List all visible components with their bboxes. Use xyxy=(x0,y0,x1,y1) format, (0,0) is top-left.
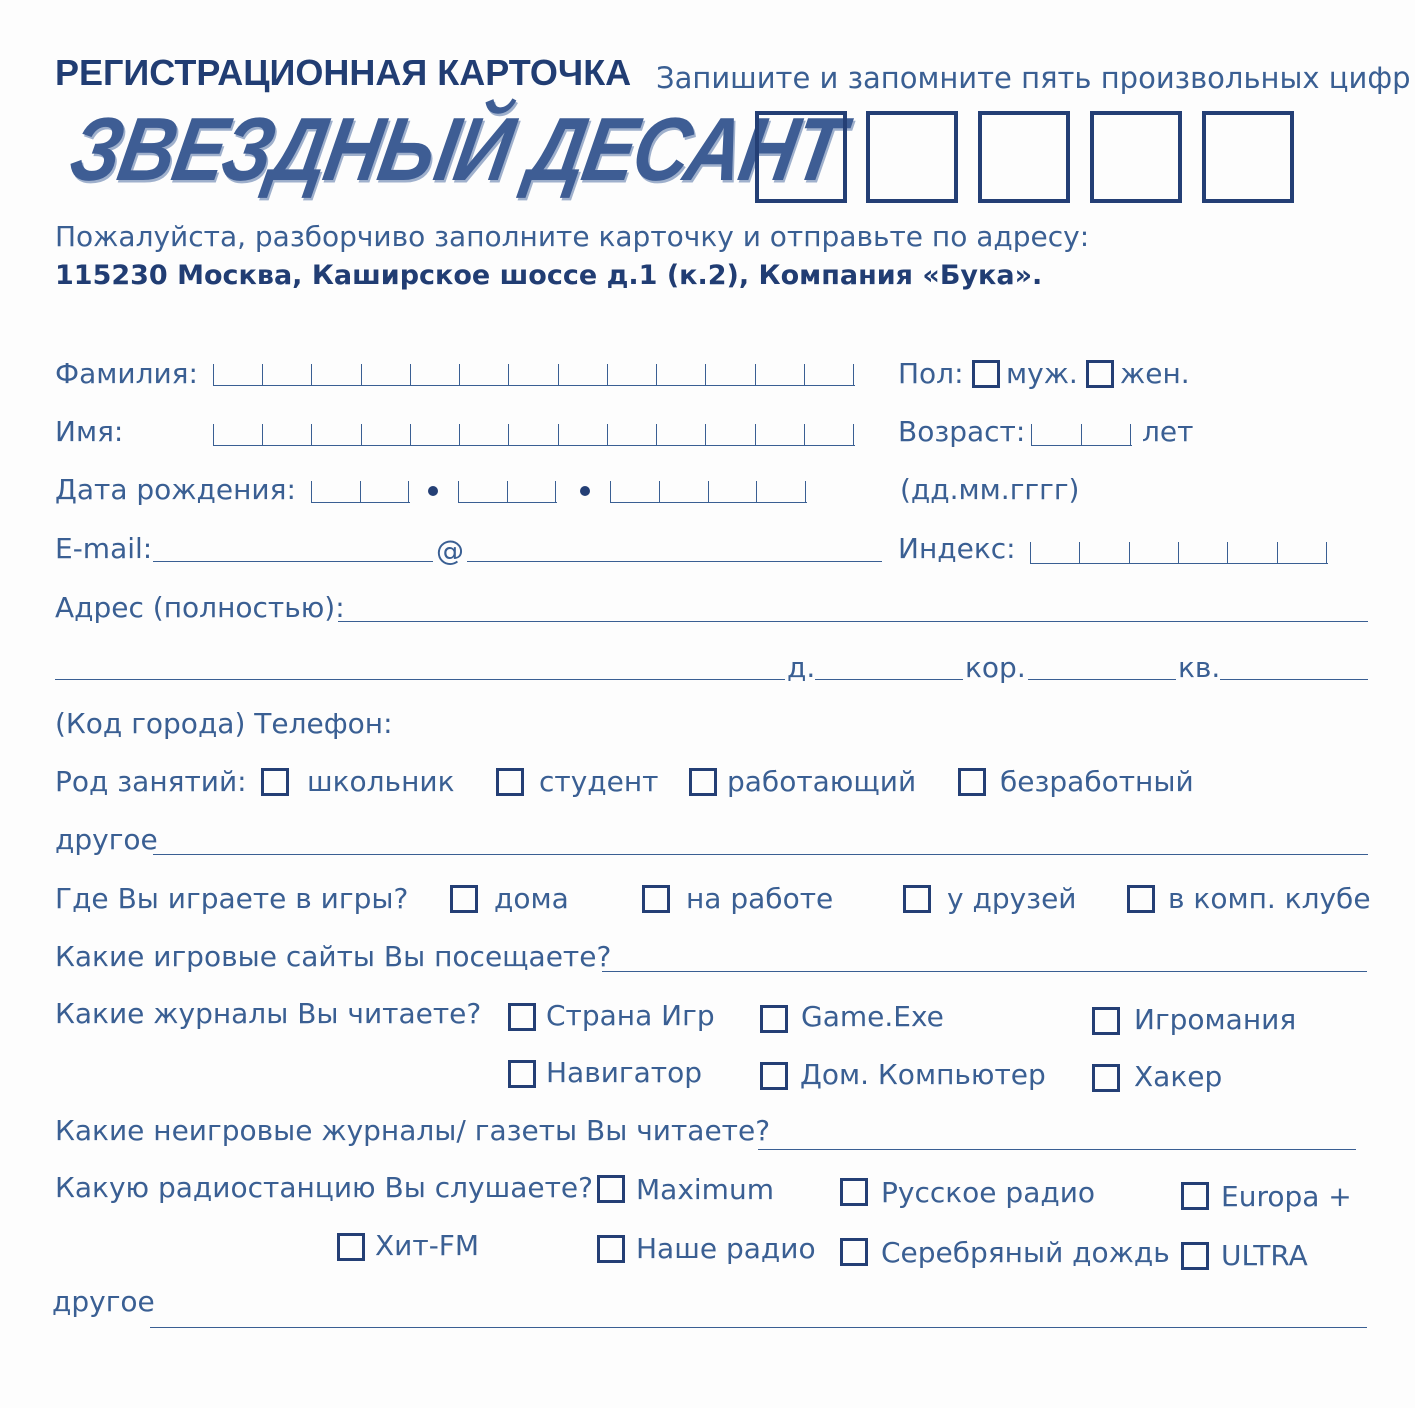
comb-divider xyxy=(262,424,263,446)
radio-ultra-checkbox[interactable] xyxy=(1181,1242,1209,1270)
occupation-option: безработный xyxy=(1000,765,1194,798)
email-label: E-mail: xyxy=(55,532,153,565)
comb-divider xyxy=(705,364,706,386)
comb-divider xyxy=(458,481,459,503)
comb-divider xyxy=(705,424,706,446)
gender-male-label: муж. xyxy=(1006,357,1078,390)
date-format-hint: (дд.мм.гггг) xyxy=(900,473,1080,506)
house-input[interactable] xyxy=(815,679,963,680)
email-user-input[interactable] xyxy=(153,561,433,562)
play-option: дома xyxy=(494,882,569,915)
comb-divider xyxy=(408,481,409,503)
occupation-option: студент xyxy=(539,765,659,798)
play-option: на работе xyxy=(686,882,834,915)
comb-divider xyxy=(360,481,361,503)
comb-divider xyxy=(1130,424,1131,446)
birth-month-input[interactable] xyxy=(458,481,557,503)
comb-divider xyxy=(1081,424,1082,446)
gender-female-checkbox[interactable] xyxy=(1086,360,1114,388)
address-label: Адрес (полностью): xyxy=(55,591,345,624)
magazine-igromania-checkbox[interactable] xyxy=(1092,1007,1120,1035)
occupation-student-checkbox[interactable] xyxy=(496,768,524,796)
radio-option: Серебряный дождь xyxy=(881,1236,1170,1269)
comb-divider xyxy=(459,364,460,386)
birthdate-label: Дата рождения: xyxy=(55,473,296,506)
postcode-input[interactable] xyxy=(1030,542,1328,564)
gender-label: Пол: xyxy=(898,357,964,390)
building-input[interactable] xyxy=(1028,679,1176,680)
occupation-other-label: другое xyxy=(55,823,158,856)
flat-input[interactable] xyxy=(1220,679,1368,680)
email-domain-input[interactable] xyxy=(467,561,882,562)
radio-option: ULTRA xyxy=(1221,1239,1308,1272)
radio-nashe-checkbox[interactable] xyxy=(597,1235,625,1263)
mailing-address: 115230 Москва, Каширское шоссе д.1 (к.2), Компания «Бука». xyxy=(55,260,1043,291)
radio-russkoe-checkbox[interactable] xyxy=(840,1178,868,1206)
play-home-checkbox[interactable] xyxy=(450,885,478,913)
magazine-game-exe-checkbox[interactable] xyxy=(760,1005,788,1033)
phone-label: (Код города) Телефон: xyxy=(55,707,393,740)
magazine-haker-checkbox[interactable] xyxy=(1092,1064,1120,1092)
comb-divider xyxy=(1277,542,1278,564)
comb-divider xyxy=(756,481,757,503)
comb-divider xyxy=(508,364,509,386)
radio-option: Хит-FM xyxy=(375,1229,480,1262)
gender-male-checkbox[interactable] xyxy=(972,360,1000,388)
comb-divider xyxy=(853,364,854,386)
occupation-option: школьник xyxy=(307,765,455,798)
digit-box-1[interactable] xyxy=(755,111,847,203)
comb-divider xyxy=(610,481,611,503)
magazine-option: Страна Игр xyxy=(546,999,715,1032)
comb-divider xyxy=(804,424,805,446)
name-input[interactable] xyxy=(213,424,855,446)
comb-divider xyxy=(311,481,312,503)
sites-label: Какие игровые сайты Вы посещаете? xyxy=(55,940,612,973)
house-label: д. xyxy=(787,651,816,684)
game-logo: ЗВЕЗДНЫЙ ДЕСАНТ xyxy=(63,98,851,200)
magazine-strana-igr-checkbox[interactable] xyxy=(508,1003,536,1031)
magazine-option: Game.Exe xyxy=(801,1000,944,1033)
comb-divider xyxy=(656,424,657,446)
comb-divider xyxy=(555,481,556,503)
age-input[interactable] xyxy=(1031,424,1132,446)
postcode-label: Индекс: xyxy=(898,532,1016,565)
instruction-text: Пожалуйста, разборчиво заполните карточку и отправьте по адресу: xyxy=(55,220,1090,253)
play-friends-checkbox[interactable] xyxy=(903,885,931,913)
magazine-navigator-checkbox[interactable] xyxy=(508,1060,536,1088)
comb-divider xyxy=(1129,542,1130,564)
occupation-schoolboy-checkbox[interactable] xyxy=(261,768,289,796)
play-option: у друзей xyxy=(947,882,1077,915)
digit-box-4[interactable] xyxy=(1090,111,1182,203)
birth-year-input[interactable] xyxy=(610,481,807,503)
date-separator-dot xyxy=(580,486,590,496)
comb-divider xyxy=(311,364,312,386)
play-option: в комп. клубе xyxy=(1168,882,1371,915)
surname-input[interactable] xyxy=(213,364,855,386)
comb-divider xyxy=(755,424,756,446)
occupation-option: работающий xyxy=(727,765,917,798)
radio-other-input[interactable] xyxy=(150,1327,1367,1328)
flat-label: кв. xyxy=(1178,651,1221,684)
occupation-label: Род занятий: xyxy=(55,765,247,798)
radio-label: Какую радиостанцию Вы слушаете? xyxy=(55,1171,593,1204)
comb-divider xyxy=(410,424,411,446)
building-label: кор. xyxy=(965,651,1026,684)
comb-divider xyxy=(853,424,854,446)
comb-divider xyxy=(708,481,709,503)
name-label: Имя: xyxy=(55,415,124,448)
card-title: РЕГИСТРАЦИОННАЯ КАРТОЧКА xyxy=(55,52,632,93)
comb-divider xyxy=(459,424,460,446)
radio-other-label: другое xyxy=(52,1285,155,1318)
radio-serebryany-checkbox[interactable] xyxy=(840,1238,868,1266)
digits-prompt: Запишите и запомните пять произвольных цифр xyxy=(656,61,1411,95)
radio-option: Наше радио xyxy=(636,1232,816,1265)
gender-female-label: жен. xyxy=(1120,357,1190,390)
birth-day-input[interactable] xyxy=(311,481,410,503)
comb-divider xyxy=(1326,542,1327,564)
comb-divider xyxy=(607,364,608,386)
comb-divider xyxy=(507,481,508,503)
comb-divider xyxy=(1178,542,1179,564)
comb-divider xyxy=(1079,542,1080,564)
nongame-label: Какие неигровые журналы/ газеты Вы читаете? xyxy=(55,1114,771,1147)
address-line-2[interactable] xyxy=(55,679,785,680)
comb-divider xyxy=(558,424,559,446)
age-label: Возраст: xyxy=(898,415,1026,448)
comb-divider xyxy=(1031,424,1032,446)
magazine-option: Игромания xyxy=(1134,1003,1297,1036)
surname-label: Фамилия: xyxy=(55,357,198,390)
occupation-employed-checkbox[interactable] xyxy=(689,768,717,796)
sites-input[interactable] xyxy=(602,971,1367,972)
magazines-label: Какие журналы Вы читаете? xyxy=(55,997,482,1030)
radio-option: Русское радио xyxy=(881,1176,1096,1209)
comb-divider xyxy=(656,364,657,386)
magazine-option: Хакер xyxy=(1134,1060,1223,1093)
comb-divider xyxy=(213,364,214,386)
date-separator-dot xyxy=(428,486,438,496)
comb-divider xyxy=(659,481,660,503)
occupation-unemployed-checkbox[interactable] xyxy=(958,768,986,796)
comb-divider xyxy=(558,364,559,386)
comb-divider xyxy=(508,424,509,446)
comb-divider xyxy=(213,424,214,446)
magazine-dom-komputer-checkbox[interactable] xyxy=(760,1062,788,1090)
radio-maximum-checkbox[interactable] xyxy=(597,1175,625,1203)
email-at-sign: @ xyxy=(436,534,464,567)
play-club-checkbox[interactable] xyxy=(1127,885,1155,913)
comb-divider xyxy=(1227,542,1228,564)
comb-divider xyxy=(311,424,312,446)
occupation-other-input[interactable] xyxy=(153,854,1368,855)
radio-option: Europa + xyxy=(1221,1180,1352,1213)
play-work-checkbox[interactable] xyxy=(642,885,670,913)
magazine-option: Навигатор xyxy=(546,1056,702,1089)
comb-divider xyxy=(361,424,362,446)
radio-option: Maximum xyxy=(636,1173,774,1206)
radio-europa-checkbox[interactable] xyxy=(1181,1182,1209,1210)
years-label: лет xyxy=(1142,415,1194,448)
radio-hit-fm-checkbox[interactable] xyxy=(337,1233,365,1261)
digit-box-5[interactable] xyxy=(1202,111,1294,203)
comb-divider xyxy=(805,481,806,503)
comb-divider xyxy=(262,364,263,386)
digit-box-3[interactable] xyxy=(978,111,1070,203)
comb-divider xyxy=(410,364,411,386)
digit-box-2[interactable] xyxy=(866,111,958,203)
comb-divider xyxy=(607,424,608,446)
magazine-option: Дом. Компьютер xyxy=(800,1058,1046,1091)
play-label: Где Вы играете в игры? xyxy=(55,882,409,915)
address-line-1[interactable] xyxy=(338,621,1368,622)
nongame-input[interactable] xyxy=(758,1149,1356,1150)
comb-divider xyxy=(1030,542,1031,564)
comb-divider xyxy=(361,364,362,386)
comb-divider xyxy=(755,364,756,386)
comb-divider xyxy=(804,364,805,386)
